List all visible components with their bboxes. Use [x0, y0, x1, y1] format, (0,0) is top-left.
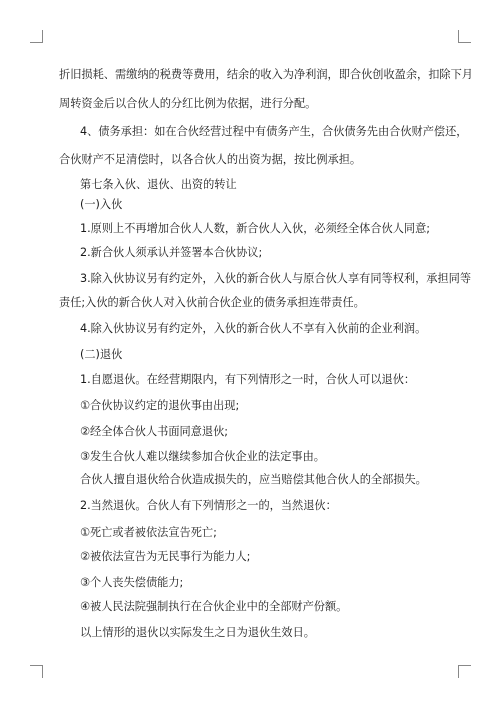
paragraph-line: 周转资金后以合伙人的分红比例为依据，进行分配。 — [59, 97, 317, 110]
crop-mark-top-right — [458, 30, 471, 43]
paragraph-line: 2.当然退伙。合伙人有下列情形之一的，当然退伙： — [80, 499, 337, 512]
list-item: ②经全体合伙人书面同意退伙; — [80, 425, 229, 438]
list-item: ①死亡或者被依法宣告死亡; — [80, 526, 217, 539]
list-item: ④被人民法院强制执行在合伙企业中的全部财产份额。 — [80, 600, 348, 613]
paragraph-line: 4.除入伙协议另有约定外，入伙的新合伙人不享有入伙前的企业利润。 — [80, 322, 427, 335]
paragraph-line: 1.自愿退伙。在经营期限内，有下列情形之一时，合伙人可以退伙： — [80, 373, 416, 386]
crop-mark-bottom-right — [458, 665, 471, 678]
crop-mark-top-left — [30, 30, 43, 43]
paragraph-line: 合伙人擅自退伙给合伙造成损失的，应当赔偿其他合伙人的全部损失。 — [80, 473, 427, 486]
crop-mark-bottom-left — [30, 665, 43, 678]
list-item: ②被依法宣告为无民事行为能力人; — [80, 550, 251, 563]
paragraph-line: 责任;入伙的新合伙人对入伙前合伙企业的债务承担连带责任。 — [59, 296, 365, 309]
paragraph-line: 1.原则上不再增加合伙人人数，新合伙人入伙，必须经全体合伙人同意; — [80, 222, 431, 235]
list-item: ③个人丧失偿债能力; — [80, 576, 184, 589]
paragraph-line: 合伙财产不足清偿时，以各合伙人的出资为据，按比例承担。 — [59, 153, 362, 166]
list-item: ①合伙协议约定的退伙事由出现; — [80, 399, 240, 412]
paragraph-line: 3.除入伙协议另有约定外，入伙的新合伙人与原合伙人享有同等权利，承担同等 — [80, 272, 472, 285]
section-heading: 第七条入伙、退伙、出资的转让 — [80, 178, 237, 191]
list-item: ③发生合伙人难以继续参加合伙企业的法定事由。 — [80, 450, 325, 463]
subsection-heading: (二)退伙 — [80, 348, 123, 361]
paragraph-line: 2.新合伙人须承认并签署本合伙协议; — [80, 246, 263, 259]
subsection-heading: (一)入伙 — [80, 198, 123, 211]
paragraph-line: 折旧损耗、需缴纳的税费等费用，结余的收入为净利润，即合伙创收盈余，扣除下月 — [59, 68, 473, 81]
paragraph-line: 4、债务承担：如在合伙经营过程中有债务产生，合伙债务先由合伙财产偿还， — [80, 125, 468, 138]
paragraph-line: 以上情形的退伙以实际发生之日为退伙生效日。 — [80, 626, 315, 639]
